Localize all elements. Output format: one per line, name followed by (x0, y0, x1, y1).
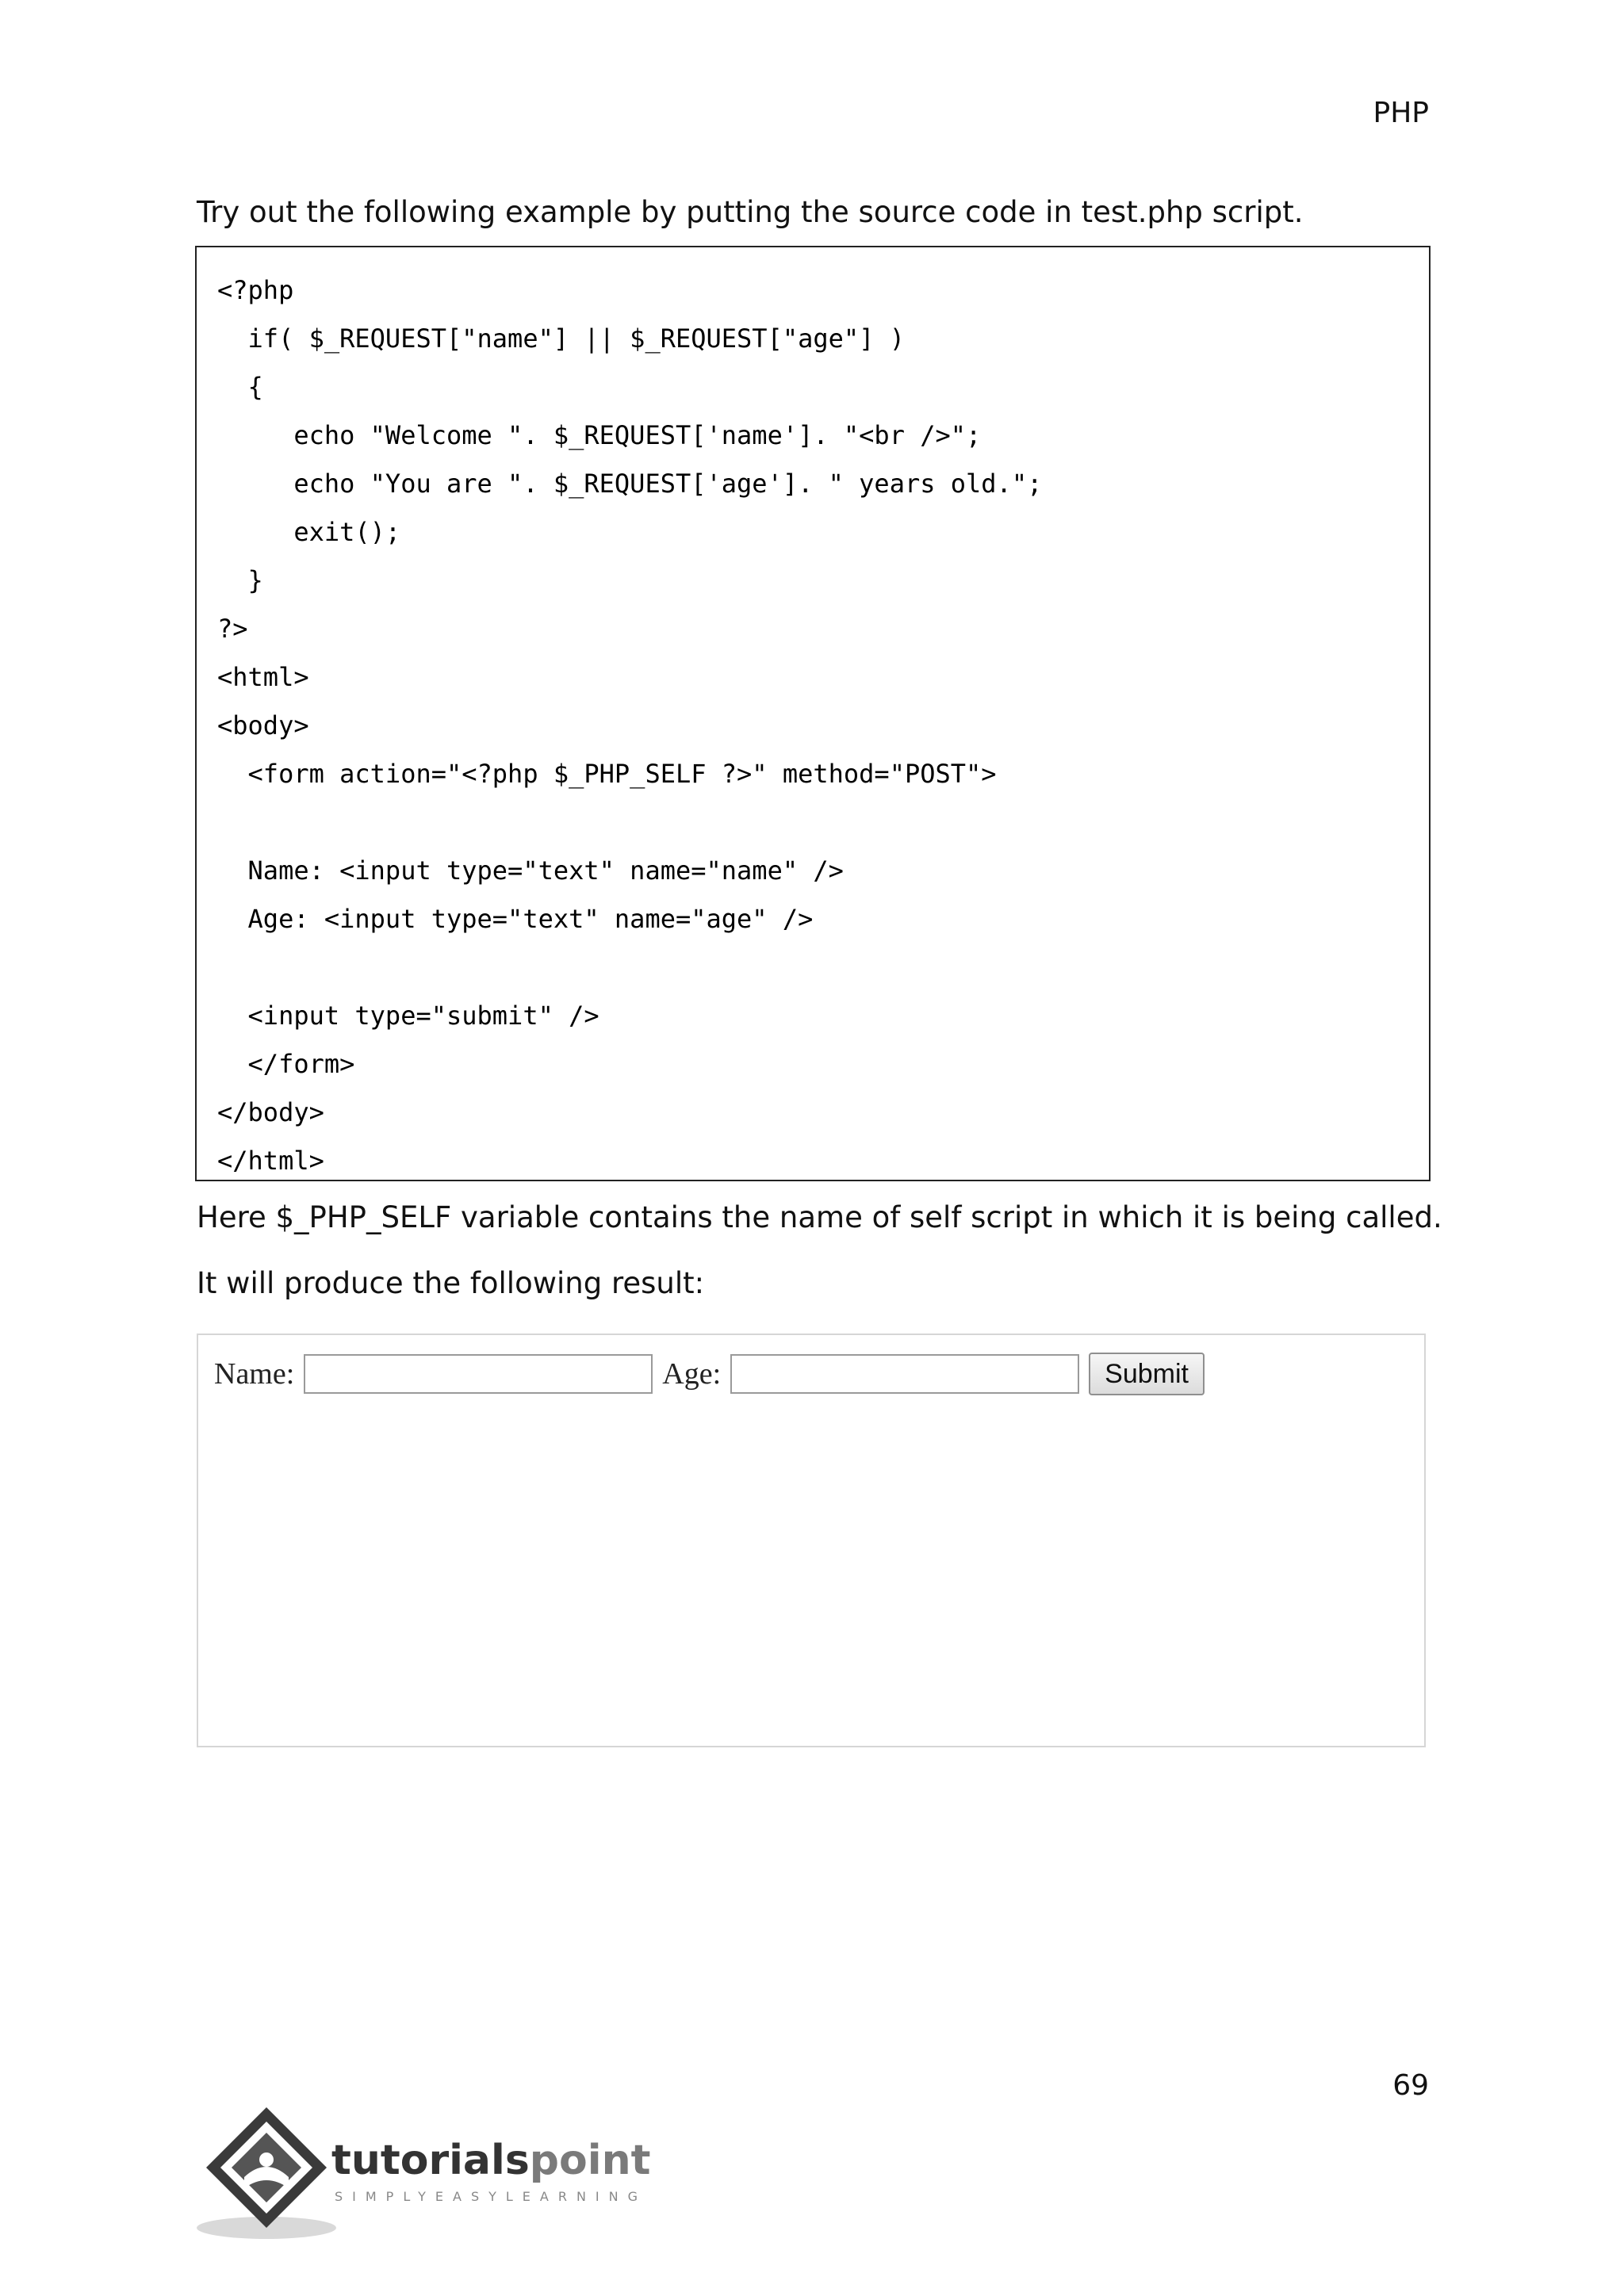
code-line: </form> (217, 1049, 355, 1079)
intro-text: Try out the following example by putting the source code in test.php script. (197, 195, 1304, 229)
code-line: ?> (217, 614, 248, 644)
result-intro-text: It will produce the following result: (197, 1266, 705, 1300)
code-line: <html> (217, 662, 309, 692)
code-line: <input type="submit" /> (217, 1001, 599, 1031)
code-block (195, 246, 1431, 1181)
code-lines (217, 266, 1042, 1185)
tutorialspoint-logo (195, 2101, 671, 2244)
explanation-text: Here $_PHP_SELF variable contains the name of self script in which it is being called. (197, 1200, 1442, 1234)
name-label: Name: (214, 1357, 295, 1391)
submit-button[interactable]: Submit (1089, 1353, 1205, 1395)
age-label: Age: (662, 1357, 722, 1391)
header-title: PHP (1373, 97, 1429, 129)
code-line: <form action="<?php $_PHP_SELF ?>" method="POST"> (217, 759, 997, 789)
code-line: Age: <input type="text" name="age" /> (217, 904, 814, 934)
code-line: </html> (217, 1146, 324, 1176)
code-line: <?php (217, 275, 294, 305)
code-line: } (217, 565, 263, 595)
code-line: exit(); (217, 517, 401, 547)
code-line: if( $_REQUEST["name"] || $_REQUEST["age"] ) (217, 323, 905, 354)
code-line: Name: <input type="text" name="name" /> (217, 855, 844, 886)
code-line: <body> (217, 710, 309, 740)
age-input[interactable] (730, 1354, 1079, 1394)
name-input[interactable] (304, 1354, 653, 1394)
code-line (217, 943, 1042, 992)
code-line: { (217, 372, 263, 402)
logo-text-accent: point (529, 2137, 651, 2184)
form-row (214, 1353, 1205, 1395)
code-line: echo "Welcome ". $_REQUEST['name']. "<br />"; (217, 420, 982, 450)
logo-tagline: SIMPLYEASYLEARNING (335, 2189, 648, 2204)
code-line (217, 798, 1042, 847)
result-preview (197, 1334, 1426, 1747)
logo-text-main: tutorials (331, 2137, 530, 2184)
page-number: 69 (1392, 2069, 1429, 2102)
code-line: echo "You are ". $_REQUEST['age']. " years old."; (217, 469, 1043, 499)
svg-text:tutorialspoint (331, 2137, 650, 2184)
code-line: </body> (217, 1097, 324, 1127)
